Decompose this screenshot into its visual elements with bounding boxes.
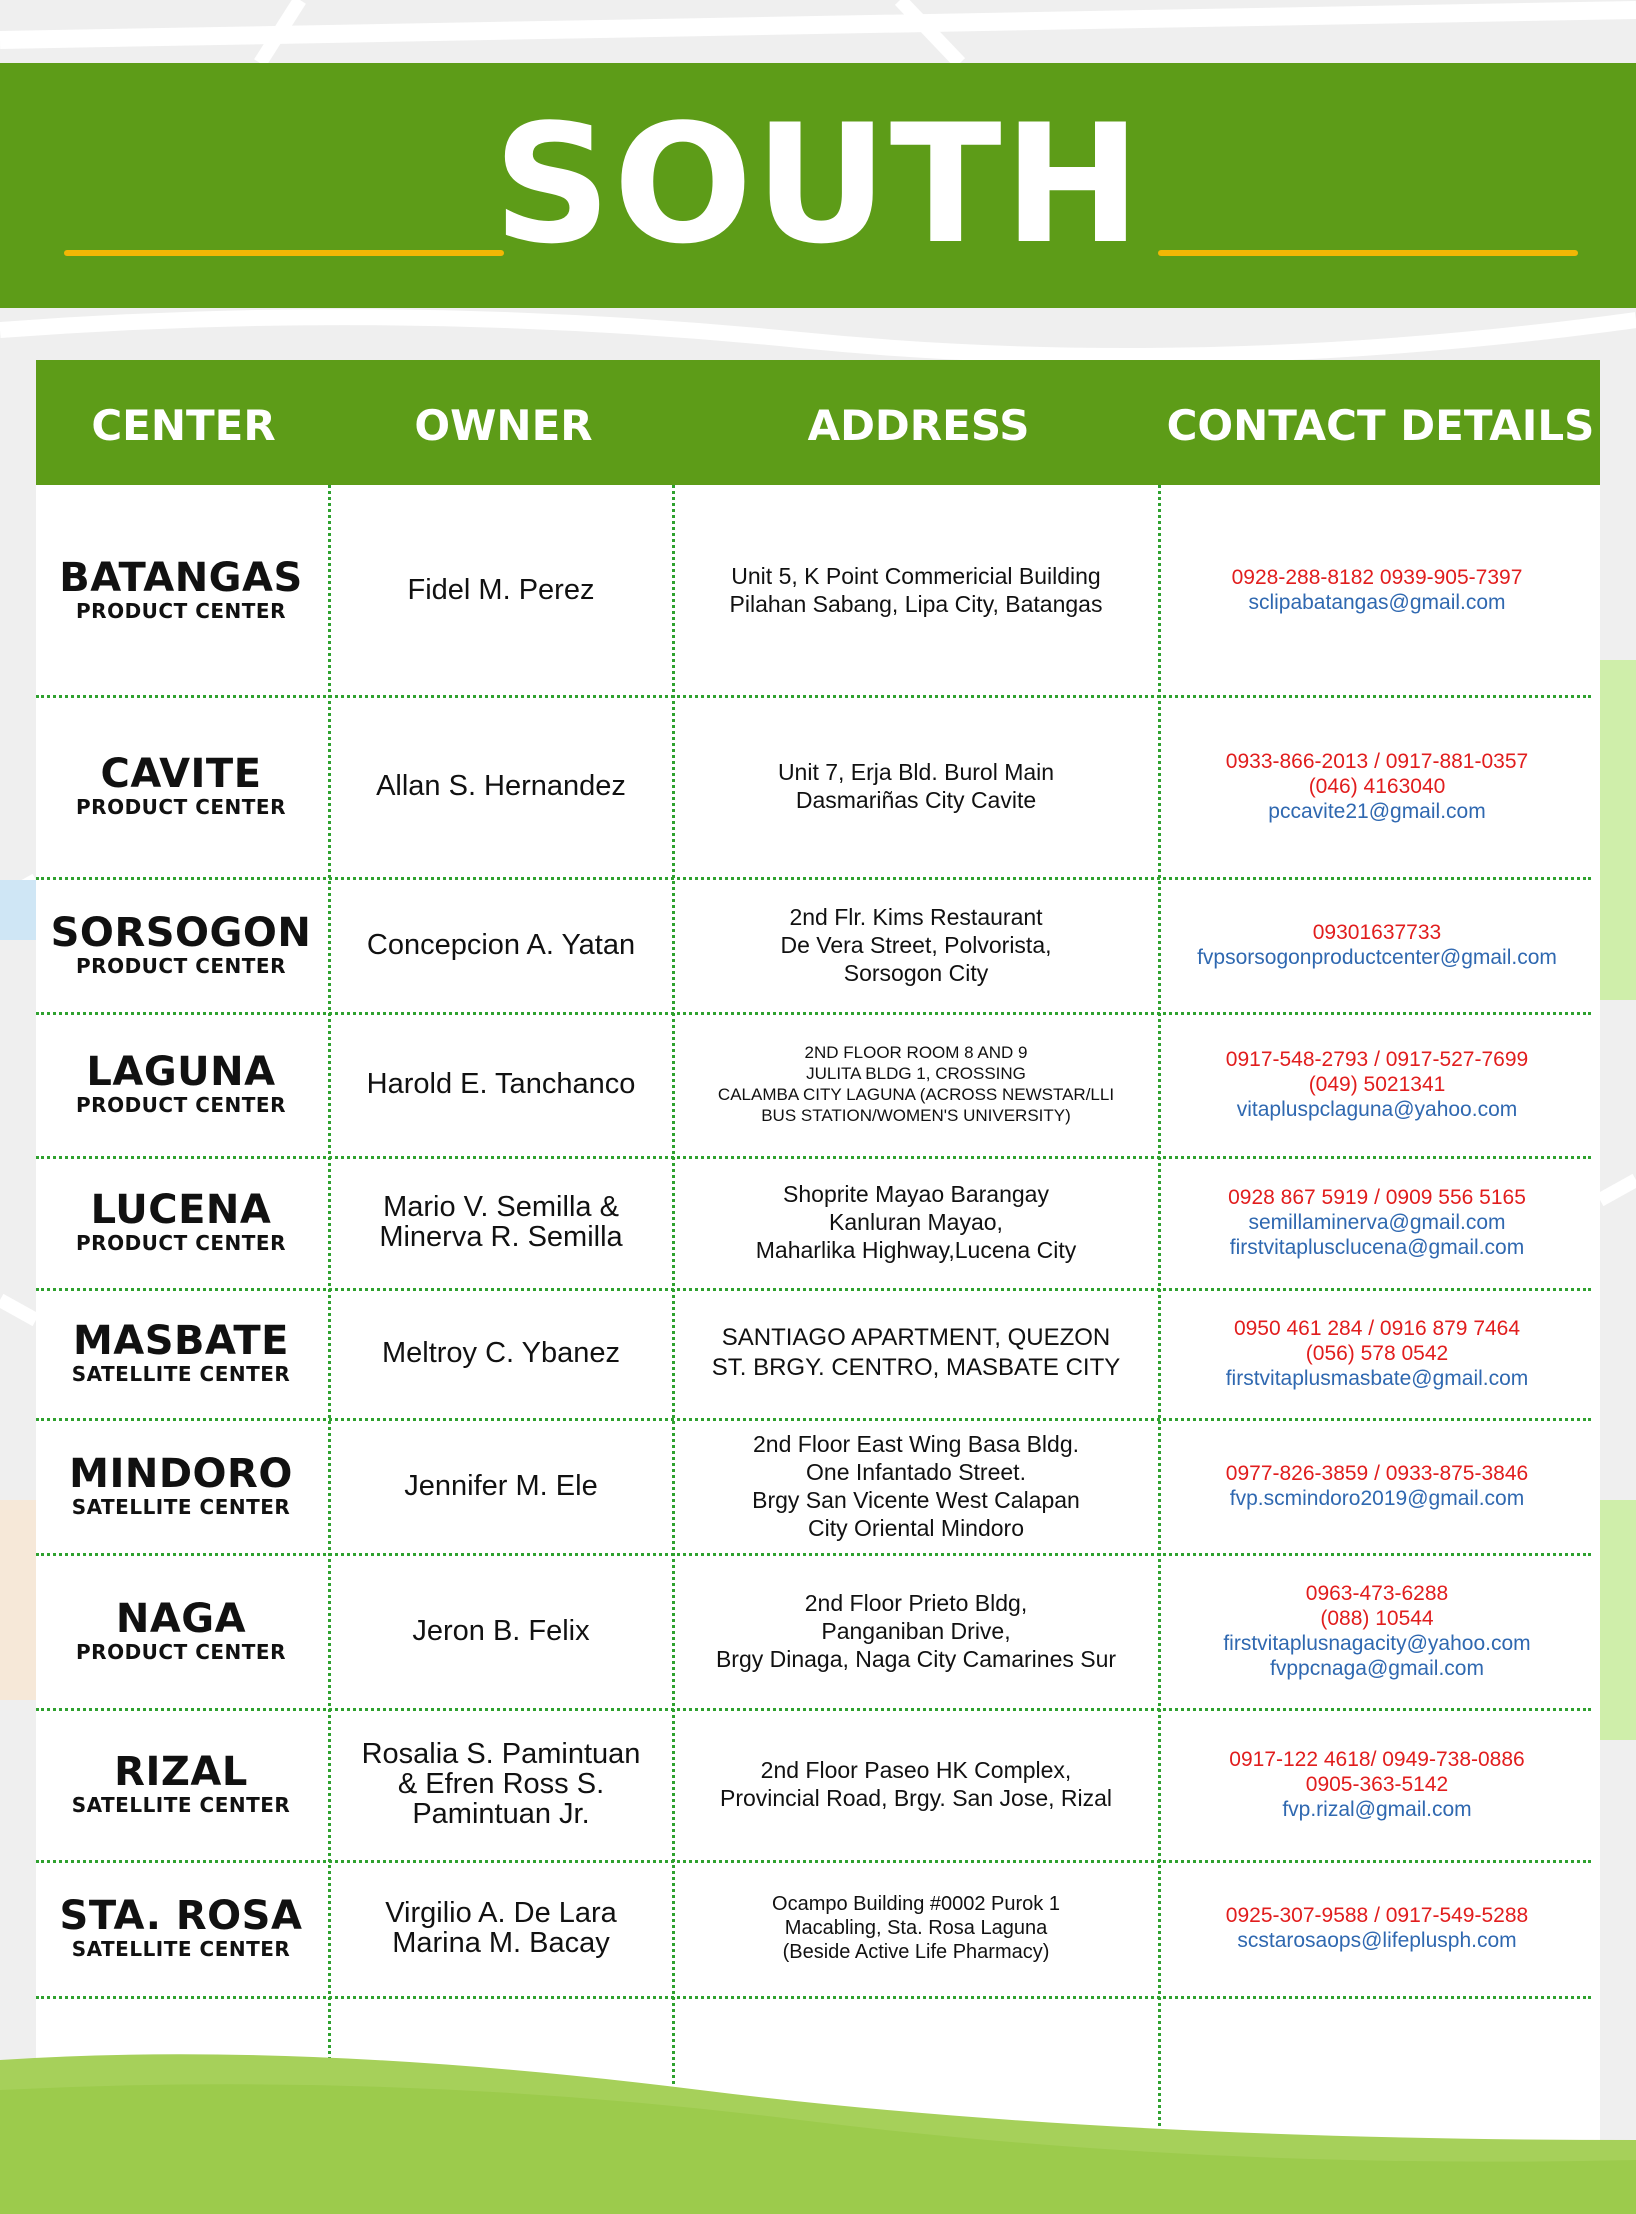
center-type: PRODUCT CENTER	[76, 953, 286, 978]
address-line: SANTIAGO APARTMENT, QUEZON	[721, 1324, 1111, 1351]
address-line: 2ND FLOOR ROOM 8 AND 9	[804, 1043, 1028, 1062]
address-line: (Beside Active Life Pharmacy)	[782, 1941, 1050, 1963]
contact-cell	[1161, 877, 1593, 1012]
directory-table	[36, 360, 1600, 2150]
table-header	[36, 360, 1600, 485]
address-line: 2nd Floor Paseo HK Complex,	[760, 1757, 1072, 1783]
contact-cell	[1161, 1860, 1593, 1996]
center-cell	[36, 1708, 326, 1860]
address-line: Brgy San Vicente West Calapan	[752, 1486, 1080, 1513]
phone-number: 0963-473-6288	[1305, 1581, 1449, 1605]
owner-name: Mario V. Semilla &	[383, 1191, 619, 1223]
owner-name: Rosalia S. Pamintuan	[361, 1738, 641, 1770]
table-row	[36, 1288, 1600, 1418]
address-line: CALAMBA CITY LAGUNA (ACROSS NEWSTAR/LLI	[717, 1085, 1115, 1104]
center-cell	[36, 695, 326, 877]
contact-cell	[1161, 1418, 1593, 1553]
center-name: MASBATE	[72, 1318, 290, 1364]
center-type: PRODUCT CENTER	[76, 1639, 286, 1664]
center-type: PRODUCT CENTER	[76, 1231, 286, 1255]
center-name: BATANGAS	[59, 555, 303, 601]
address-line: Pilahan Sabang, Lipa City, Batangas	[729, 591, 1103, 617]
owner-name: Meltroy C. Ybanez	[381, 1337, 621, 1369]
address-line: Brgy Dinaga, Naga City Camarines Sur	[715, 1645, 1117, 1672]
phone-number: (046) 4163040	[1308, 774, 1446, 798]
phone-number: (056) 578 0542	[1305, 1341, 1449, 1365]
address-line: Sorsogon City	[843, 959, 989, 986]
header-address: ADDRESS	[807, 401, 1030, 450]
header-center: CENTER	[91, 401, 276, 450]
center-type: SATELLITE CENTER	[71, 1793, 291, 1817]
address-line: Macabling, Sta. Rosa Laguna	[784, 1917, 1048, 1939]
center-type: PRODUCT CENTER	[76, 1093, 286, 1117]
center-name: LAGUNA	[86, 1049, 276, 1095]
owner-cell	[331, 1418, 671, 1553]
center-name: CAVITE	[100, 751, 262, 797]
center-type: SATELLITE CENTER	[71, 1362, 291, 1386]
center-cell	[36, 1012, 326, 1156]
table-row	[36, 1553, 1600, 1708]
contact-cell	[1161, 1553, 1593, 1708]
address-line: De Vera Street, Polvorista,	[780, 931, 1052, 958]
address-cell	[676, 1288, 1156, 1418]
email-address[interactable]: sclipabatangas@gmail.com	[1248, 591, 1506, 614]
owner-name: Concepcion A. Yatan	[366, 928, 636, 961]
email-address[interactable]: fvp.rizal@gmail.com	[1282, 1797, 1472, 1821]
phone-number: 0917-122 4618/ 0949-738-0886	[1229, 1747, 1525, 1771]
bottom-wave	[0, 2050, 1636, 2214]
center-name: MINDORO	[69, 1450, 293, 1497]
center-type: SATELLITE CENTER	[71, 1937, 291, 1961]
address-line: BUS STATION/WOMEN'S UNIVERSITY)	[761, 1106, 1071, 1125]
address-line: 2nd Floor Prieto Bldg,	[804, 1589, 1028, 1616]
header-owner: OWNER	[414, 401, 593, 450]
table-row	[36, 695, 1600, 877]
owner-name: Minerva R. Semilla	[379, 1221, 623, 1253]
owner-cell	[331, 1156, 671, 1288]
center-cell	[36, 1553, 326, 1708]
phone-number: (049) 5021341	[1308, 1072, 1446, 1096]
address-cell	[676, 1012, 1156, 1156]
email-address[interactable]: vitapluspclaguna@yahoo.com	[1236, 1097, 1518, 1121]
owner-name: Pamintuan Jr.	[412, 1798, 590, 1830]
owner-name: Fidel M. Perez	[407, 574, 595, 606]
center-name: SORSOGON	[50, 909, 312, 956]
address-cell	[676, 1156, 1156, 1288]
email-address[interactable]: firstvitaplusmasbate@gmail.com	[1225, 1366, 1529, 1390]
address-cell	[676, 877, 1156, 1012]
owner-cell	[331, 485, 671, 695]
address-line: Ocampo Building #0002 Purok 1	[772, 1893, 1060, 1915]
address-line: City Oriental Mindoro	[807, 1514, 1025, 1541]
owner-cell	[331, 877, 671, 1012]
address-line: Shoprite Mayao Barangay	[783, 1181, 1049, 1207]
contact-cell	[1161, 1012, 1593, 1156]
phone-number: 09301637733	[1312, 920, 1442, 944]
owner-cell	[331, 695, 671, 877]
owner-name: Virgilio A. De Lara	[385, 1897, 617, 1929]
center-name: NAGA	[115, 1595, 247, 1642]
contact-cell	[1161, 695, 1593, 877]
center-name: RIZAL	[114, 1749, 248, 1795]
email-address[interactable]: pccavite21@gmail.com	[1268, 799, 1486, 823]
owner-name: & Efren Ross S.	[397, 1768, 605, 1800]
row-divider	[36, 1996, 1591, 1999]
address-line: ST. BRGY. CENTRO, MASBATE CITY	[711, 1354, 1121, 1381]
center-cell	[36, 1288, 326, 1418]
email-address[interactable]: fvppcnaga@gmail.com	[1270, 1656, 1484, 1680]
owner-cell	[331, 1288, 671, 1418]
contact-cell	[1161, 1156, 1593, 1288]
email-address[interactable]: fvpsorsogonproductcenter@gmail.com	[1197, 945, 1557, 969]
table-row	[36, 1156, 1600, 1288]
page-title: SOUTH	[493, 89, 1143, 280]
owner-cell	[331, 1708, 671, 1860]
email-address[interactable]: semillaminerva@gmail.com	[1248, 1210, 1506, 1234]
address-line: Maharlika Highway,Lucena City	[755, 1237, 1077, 1263]
phone-number: 0917-548-2793 / 0917-527-7699	[1225, 1047, 1529, 1071]
phone-number: 0933-866-2013 / 0917-881-0357	[1225, 749, 1529, 773]
phone-number: 0925-307-9588 / 0917-549-5288	[1225, 1904, 1529, 1927]
owner-name: Jennifer M. Ele	[404, 1469, 598, 1502]
address-cell	[676, 1860, 1156, 1996]
owner-cell	[331, 1860, 671, 1996]
header-contact-details: CONTACT DETAILS	[1166, 401, 1595, 450]
center-cell	[36, 1418, 326, 1553]
table-row	[36, 1012, 1600, 1156]
phone-number: 0950 461 284 / 0916 879 7464	[1233, 1316, 1521, 1340]
phone-number: 0905-363-5142	[1305, 1772, 1449, 1796]
phone-number: 0928 867 5919 / 0909 556 5165	[1228, 1185, 1526, 1209]
phone-number: 0977-826-3859 / 0933-875-3846	[1225, 1461, 1529, 1485]
center-cell	[36, 877, 326, 1012]
address-line: Provincial Road, Brgy. San Jose, Rizal	[719, 1785, 1113, 1811]
center-name: LUCENA	[90, 1187, 272, 1233]
address-line: One Infantado Street.	[806, 1458, 1026, 1485]
center-type: SATELLITE CENTER	[71, 1494, 291, 1519]
email-address[interactable]: scstarosaops@lifeplusph.com	[1237, 1929, 1517, 1952]
center-type: PRODUCT CENTER	[76, 795, 286, 819]
address-line: Unit 5, K Point Commericial Building	[731, 563, 1101, 589]
address-line: Unit 7, Erja Bld. Burol Main	[777, 759, 1055, 785]
owner-name: Harold E. Tanchanco	[366, 1068, 636, 1100]
address-line: Kanluran Mayao,	[829, 1209, 1003, 1235]
table-row	[36, 877, 1600, 1012]
owner-name: Marina M. Bacay	[392, 1927, 610, 1959]
center-cell	[36, 1156, 326, 1288]
table-row	[36, 1860, 1600, 1996]
address-line: 2nd Floor East Wing Basa Bldg.	[753, 1430, 1079, 1457]
address-cell	[676, 1553, 1156, 1708]
center-name: STA. ROSA	[59, 1893, 303, 1939]
contact-cell	[1161, 1288, 1593, 1418]
owner-cell	[331, 1012, 671, 1156]
owner-name: Allan S. Hernandez	[376, 770, 626, 802]
center-cell	[36, 1860, 326, 1996]
email-address[interactable]: firstvitaplusclucena@gmail.com	[1229, 1235, 1525, 1259]
table-row	[36, 1708, 1600, 1860]
address-cell	[676, 485, 1156, 695]
table-row	[36, 485, 1600, 695]
center-type: PRODUCT CENTER	[76, 599, 286, 623]
email-address[interactable]: firstvitaplusnagacity@yahoo.com	[1223, 1631, 1531, 1655]
contact-cell	[1161, 1708, 1593, 1860]
email-address[interactable]: fvp.scmindoro2019@gmail.com	[1229, 1486, 1525, 1510]
address-line: Dasmariñas City Cavite	[795, 787, 1037, 813]
address-cell	[676, 1708, 1156, 1860]
table-row	[36, 1418, 1600, 1553]
contact-cell	[1161, 485, 1593, 695]
address-cell	[676, 1418, 1156, 1553]
owner-name: Jeron B. Felix	[412, 1614, 590, 1647]
address-line: 2nd Flr. Kims Restaurant	[789, 903, 1043, 930]
address-line: JULITA BLDG 1, CROSSING	[806, 1064, 1026, 1083]
address-line: Panganiban Drive,	[821, 1617, 1011, 1644]
phone-number: 0928-288-8182 0939-905-7397	[1231, 566, 1523, 589]
phone-number: (088) 10544	[1320, 1606, 1434, 1630]
center-cell	[36, 485, 326, 695]
owner-cell	[331, 1553, 671, 1708]
address-cell	[676, 695, 1156, 877]
